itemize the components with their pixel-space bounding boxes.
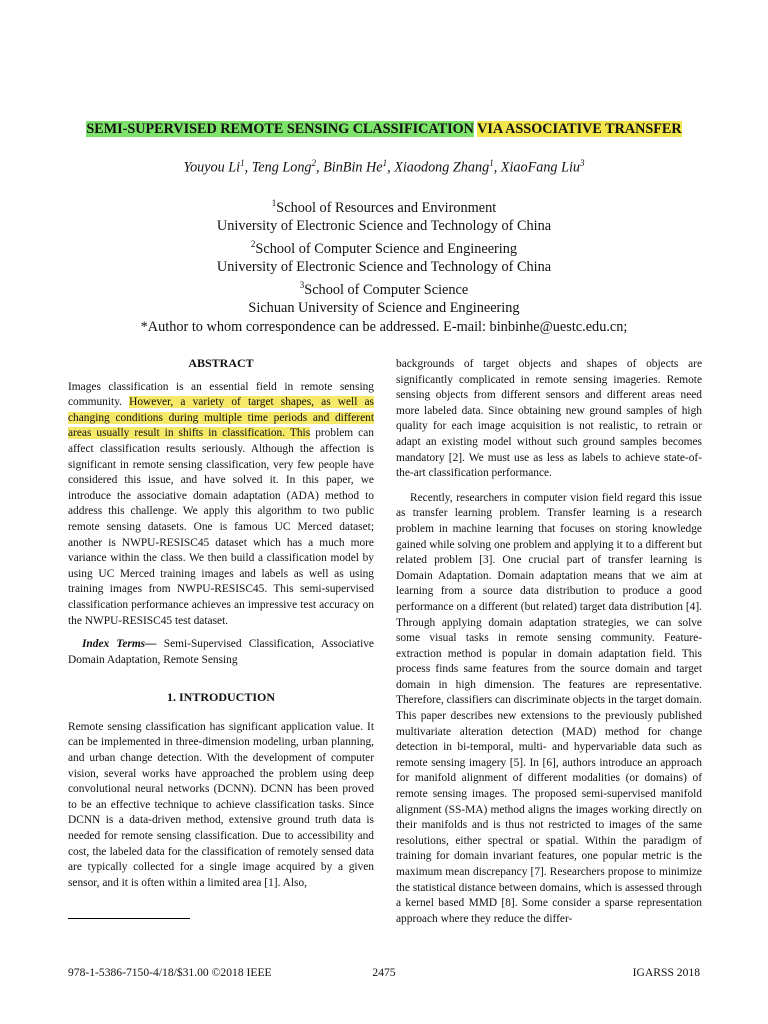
index-terms <box>68 637 374 668</box>
footer-page-number: 2475 <box>372 966 396 979</box>
title-part-highlighted-yellow: VIA ASSOCIATIVE TRANSFER <box>477 121 682 137</box>
right-column <box>396 357 702 927</box>
author-name: Teng Long <box>251 159 312 176</box>
abstract-rest: problem can affect classification results seriously. Although the affection is significant in remote sensing classification, very few people have considered this issue, and have solved it. In this paper, we introduce the associative domain adaptation (ADA) method to address this challenge. We apply this algorithm to two public remote sensing datasets. One is famous UC Merced dataset; another is NWPU-RESISC45 dataset which has a much more variance within the class. We then build a classification model by using UC Merced training images and labels as well as using training images from NWPU-RESISC45. This semi-supervised classification performance achieves an impressive test accuracy on the NWPU-RESISC45 test dataset. <box>68 427 374 627</box>
author-affil-sup: 3 <box>580 158 585 168</box>
author-list: Youyou Li$^1$, Teng Long$^2$, BinBin He$^1$, Xiaodong Zhang$^1$, XiaoFang Liu$^3$ <box>183 158 585 176</box>
left-column <box>68 356 374 891</box>
footer-copyright: 978-1-5386-7150-4/18/$31.00 ©2018 IEEE <box>68 966 272 979</box>
affiliation-2-school <box>0 235 768 258</box>
author-affil-sup: 2 <box>311 158 317 168</box>
author-affil-sup: 1 <box>382 158 388 168</box>
author-name: BinBin He <box>323 159 383 176</box>
right-paragraph-2: Recently, researchers in computer vision field regard this issue as transfer learning problem. Transfer learning is a research problem in machine learning that focuses on storing knowledge gained while solving one problem and applying it to a different but related problem [3]. One crucial part of transfer learning is Domain Adaptation. Domain adaptation means that we aim at learning from a source data distribution to produce a good performance on a different (but related) target data distribution [4]. Through applying domain adaptation strategies, we can solve some visual tasks in remote sensing community. Feature-extraction method is popular in domain adaptation field. This process finds same features from the source domain and target domain in high dimension. The features are representative. Therefore, classifiers can discriminate objects in the target domain. This paper describes new extensions to the previously published multivariate alteration detection (MAD) method for change detection in bi-temporal, multi- and hypervariable data such as remote sensing imagery [5]. In [6], authors introduce an approach for manifold alignment of different modalities (or domains) of remote sensing images. The proposed semi-supervised manifold alignment (SS-MA) method aligns the images working directly on their manifolds and is thus not restricted to images of the same resolutions, either spectral or spatial. Within the paradigm of training for domain invariant features, one popular metric is the maximum mean discrepancy [7]. Researchers propose to minimize the statistical distance between domains, which is assessed through a kernel based MMD [8]. Some consider a sparse representation approach where they reduce the differ- <box>396 491 702 925</box>
affil-sup: 1 <box>271 198 277 208</box>
abstract-lead: Images classification is an essential field in remote sensing community. <box>68 380 374 409</box>
affil-sup: 3 <box>299 280 305 291</box>
author-affil-sup: 1 <box>240 158 245 168</box>
affiliation-3-univ: Sichuan University of Science and Engineering <box>248 300 520 317</box>
abstract-highlighted-text: However, a variety of target shapes, as well as changing conditions during multiple time periods and different areas usually result in shifts in classification. This <box>68 396 374 440</box>
index-terms-label: Index Terms— <box>82 638 157 651</box>
correspondence-note: *Author to whom correspondence can be addressed. E-mail: binbinhe@uestc.edu.cn; <box>140 318 628 335</box>
footnote-divider <box>68 918 190 919</box>
index-terms-text: Semi-Supervised Classification, Associative Domain Adaptation, Remote Sensing <box>68 638 374 666</box>
affiliation-3-school <box>0 276 768 299</box>
affil-sup: 2 <box>250 239 256 250</box>
affiliation-1-school <box>0 194 768 217</box>
affiliations <box>0 194 768 336</box>
introduction-paragraph: Remote sensing classification has significant application value. It can be implemented in three-dimension modeling, urban planning, and urban change detection. With the development of computer vision, several works have approached the problem using deep convolutional neural networks (DCNN). DCNN has been proved to be an effective technique to achieve classification tasks. Since DCNN is a data-driven method, extensive ground truth data is needed for remote sensing classification. Due to accessibility and cost, the labeled data for the classification of remotely sensed data are typically collected for a single image acquired by a given sensor, and it is often within a limited area [1]. Also, <box>68 720 374 889</box>
title-part-highlighted-green: SEMI-SUPERVISED REMOTE SENSING CLASSIFICATION <box>86 121 474 137</box>
affil-school: School of Computer Science <box>304 282 469 299</box>
abstract-text <box>68 380 374 630</box>
affiliation-1-univ: University of Electronic Science and Technology of China <box>216 217 552 234</box>
footer-conference: IGARSS 2018 <box>632 966 700 979</box>
abstract-heading: ABSTRACT <box>188 356 254 370</box>
introduction-heading: 1. INTRODUCTION <box>166 690 275 705</box>
author-name: XiaoFang Liu <box>500 159 580 176</box>
author-name: Xiaodong Zhang <box>394 159 490 176</box>
author-name: Youyou Li <box>183 159 241 176</box>
affil-school: School of Resources and Environment <box>276 199 497 216</box>
paper-title <box>0 121 768 138</box>
right-paragraph-1: backgrounds of target objects and shapes of objects are significantly complicated in remote sensing imageries. Remote sensing objects from different sensors and different areas need more labeled data. Since obtaining new ground samples of high quality for each image acquisition is not realistic, to retrain or adapt an existing model without such ground samples becomes mandatory [2]. We must use as less as labels to achieve state-of-the-art classification performance. <box>396 358 702 480</box>
author-affil-sup: 1 <box>489 158 494 168</box>
affiliation-2-univ: University of Electronic Science and Technology of China <box>216 259 552 276</box>
affil-school: School of Computer Science and Engineering <box>255 240 518 257</box>
